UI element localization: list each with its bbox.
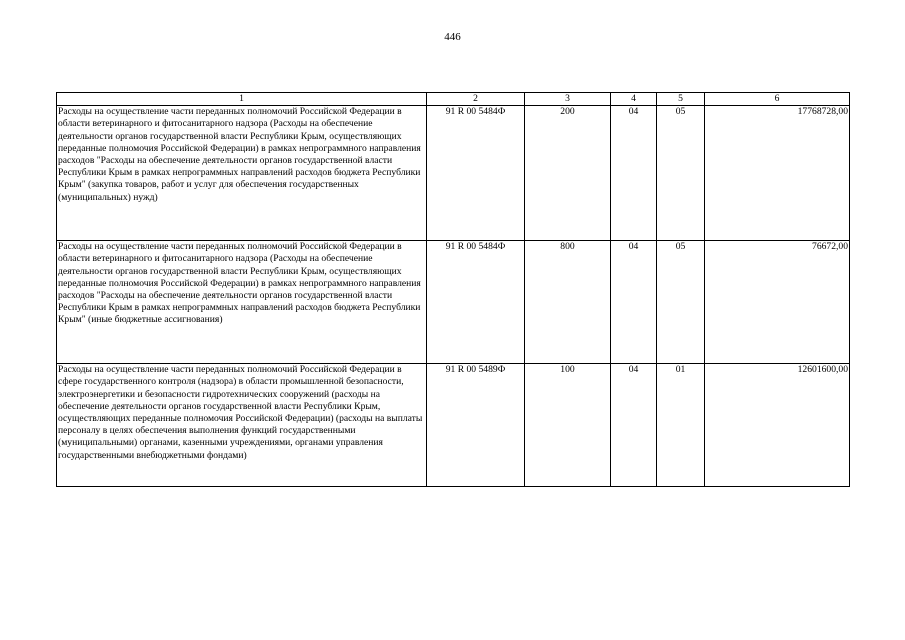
subsection-code: 01: [657, 364, 705, 487]
expense-description: Расходы на осуществление части переданных полномочий Российской Федерации в сфере государственного контроля (надзора) в области промышленной безопасности, электроэнергетики и безопасности гидротехнических сооружений (расходы на обеспечение деятельности органов государственной власти Республики Крым, осуществляющих переданные полномочия Российской Федерации) (расходы на выплаты персоналу в целях обеспечения выполнения функций государственными (муниципальными) органами, казенными учреждениями, органами управления государственными внебюджетными фондами): [57, 364, 427, 487]
table-header-row: [57, 93, 850, 106]
section-code: 04: [611, 106, 657, 241]
section-code: 04: [611, 364, 657, 487]
table-row: [57, 241, 850, 364]
column-header: 4: [611, 93, 657, 106]
target-code: 91 R 00 5489Ф: [427, 364, 525, 487]
target-code: 91 R 00 5484Ф: [427, 241, 525, 364]
subsection-code: 05: [657, 241, 705, 364]
page-number: 446: [444, 31, 461, 43]
expense-type: 200: [525, 106, 611, 241]
expense-type: 100: [525, 364, 611, 487]
amount: 12601600,00: [705, 364, 850, 487]
table-row: [57, 364, 850, 487]
expense-description: Расходы на осуществление части переданных полномочий Российской Федерации в области ветеринарного и фитосанитарного надзора (Расходы на обеспечение деятельности органов государственной власти Республики Крым, осуществляющих переданные полномочия Российской Федерации) в рамках непрограммного направления расходов "Расходы на обеспечение деятельности органов государственной власти Республики Крым в рамках непрограммных направлений расходов бюджета Республики Крым" (иные бюджетные ассигнования): [57, 241, 427, 364]
budget-table: [56, 92, 850, 487]
column-header: 3: [525, 93, 611, 106]
amount: 76672,00: [705, 241, 850, 364]
column-header: 2: [427, 93, 525, 106]
expense-type: 800: [525, 241, 611, 364]
table-row: [57, 106, 850, 241]
section-code: 04: [611, 241, 657, 364]
target-code: 91 R 00 5484Ф: [427, 106, 525, 241]
column-header: 5: [657, 93, 705, 106]
column-header: 1: [57, 93, 427, 106]
subsection-code: 05: [657, 106, 705, 241]
column-header: 6: [705, 93, 850, 106]
expense-description: Расходы на осуществление части переданных полномочий Российской Федерации в области ветеринарного и фитосанитарного надзора (Расходы на обеспечение деятельности органов государственной власти Республики Крым, осуществляющих переданные полномочия Российской Федерации) в рамках непрограммного направления расходов "Расходы на обеспечение деятельности органов государственной власти Республики Крым в рамках непрограммных направлений расходов бюджета Республики Крым" (закупка товаров, работ и услуг для обеспечения государственных (муниципальных) нужд): [57, 106, 427, 241]
amount: 17768728,00: [705, 106, 850, 241]
